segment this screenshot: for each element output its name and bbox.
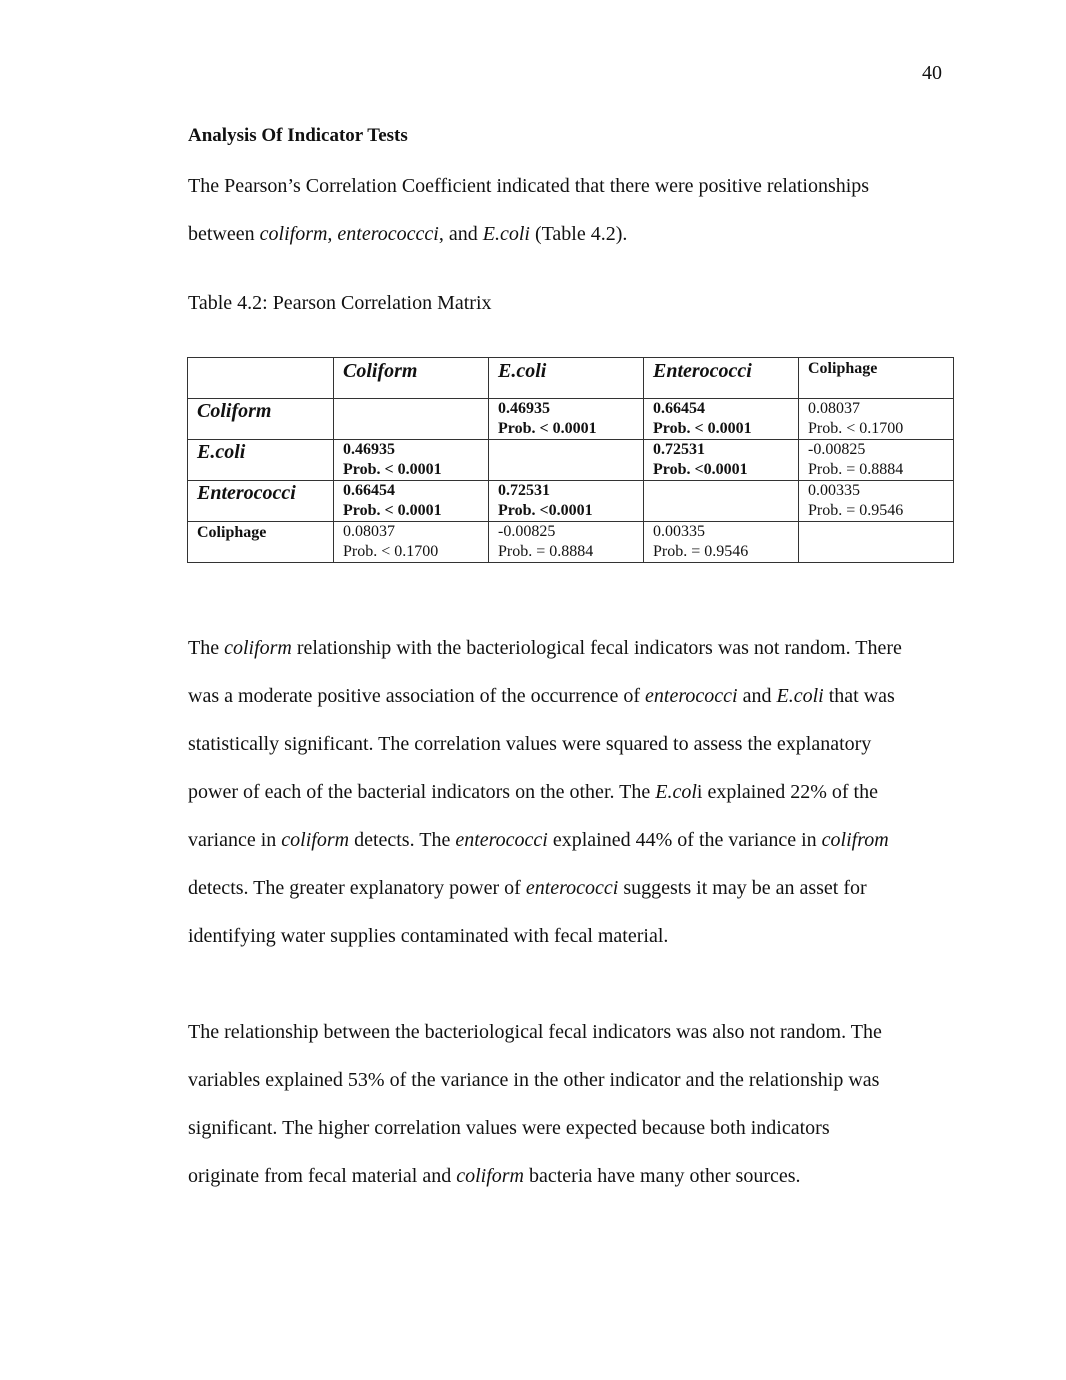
analysis-paragraph-1 <box>188 624 948 960</box>
row-header-enterococci: Enterococci <box>188 481 334 522</box>
table-row <box>188 481 954 522</box>
para2-line: identifying water supplies contaminated with fecal material. <box>188 925 669 947</box>
para3-line: significant. The higher correlation values were expected because both indicators <box>188 1117 830 1139</box>
table-cell: -0.00825 Prob. = 0.8884 <box>489 522 644 563</box>
table-cell: 0.00335 Prob. = 0.9546 <box>644 522 799 563</box>
table-cell: 0.46935 Prob. < 0.0001 <box>334 440 489 481</box>
para3-line: originate from fecal material and coliform bacteria have many other sources. <box>188 1165 801 1187</box>
table-cell <box>489 440 644 481</box>
para2-line: was a moderate positive association of the occurrence of enterococci and E.coli that was <box>188 685 895 707</box>
para2-line: power of each of the bacterial indicators on the other. The E.coli explained 22% of the <box>188 781 878 803</box>
section-heading: Analysis Of Indicator Tests <box>188 125 408 146</box>
table-cell <box>334 399 489 440</box>
row-header-ecoli: E.coli <box>188 440 334 481</box>
table-row <box>188 440 954 481</box>
table-caption: Table 4.2: Pearson Correlation Matrix <box>188 292 492 314</box>
table-cell: -0.00825 Prob. = 0.8884 <box>799 440 954 481</box>
row-header-coliphage: Coliphage <box>188 522 334 563</box>
table-cell: 0.08037 Prob. < 0.1700 <box>799 399 954 440</box>
col-header-ecoli: E.coli <box>489 358 644 399</box>
table-cell: 0.08037 Prob. < 0.1700 <box>334 522 489 563</box>
para2-line: detects. The greater explanatory power of enterococci suggests it may be an asset for <box>188 877 867 899</box>
row-header-coliform: Coliform <box>188 399 334 440</box>
table-cell: 0.72531 Prob. <0.0001 <box>489 481 644 522</box>
table-row <box>188 399 954 440</box>
col-header-enterococci: Enterococci <box>644 358 799 399</box>
table-cell: 0.66454 Prob. < 0.0001 <box>334 481 489 522</box>
col-header-coliphage: Coliphage <box>799 358 954 399</box>
table-cell: 0.00335 Prob. = 0.9546 <box>799 481 954 522</box>
intro-line-2: between coliform, enterococcci, and E.coli (Table 4.2). <box>188 223 628 245</box>
intro-paragraph <box>188 162 948 258</box>
table-cell <box>644 481 799 522</box>
intro-line-1: The Pearson’s Correlation Coefficient indicated that there were positive relationships <box>188 175 870 197</box>
analysis-paragraph-2 <box>188 1008 948 1200</box>
para3-line: variables explained 53% of the variance in the other indicator and the relationship was <box>188 1069 880 1091</box>
table-cell: 0.46935 Prob. < 0.0001 <box>489 399 644 440</box>
table-cell <box>799 522 954 563</box>
para2-line: variance in coliform detects. The enterococci explained 44% of the variance in colifrom <box>188 829 889 851</box>
table-row <box>188 522 954 563</box>
table-header-row <box>188 358 954 399</box>
para2-line: statistically significant. The correlation values were squared to assess the explanatory <box>188 733 872 755</box>
para3-line: The relationship between the bacteriological fecal indicators was also not random. The <box>188 1021 882 1043</box>
col-header-coliform: Coliform <box>334 358 489 399</box>
page-number: 40 <box>922 62 942 84</box>
corner-cell <box>188 358 334 399</box>
correlation-matrix-table <box>187 357 954 563</box>
table-cell: 0.72531 Prob. <0.0001 <box>644 440 799 481</box>
table-cell: 0.66454 Prob. < 0.0001 <box>644 399 799 440</box>
para2-line: The coliform relationship with the bacteriological fecal indicators was not random. There <box>188 637 902 659</box>
